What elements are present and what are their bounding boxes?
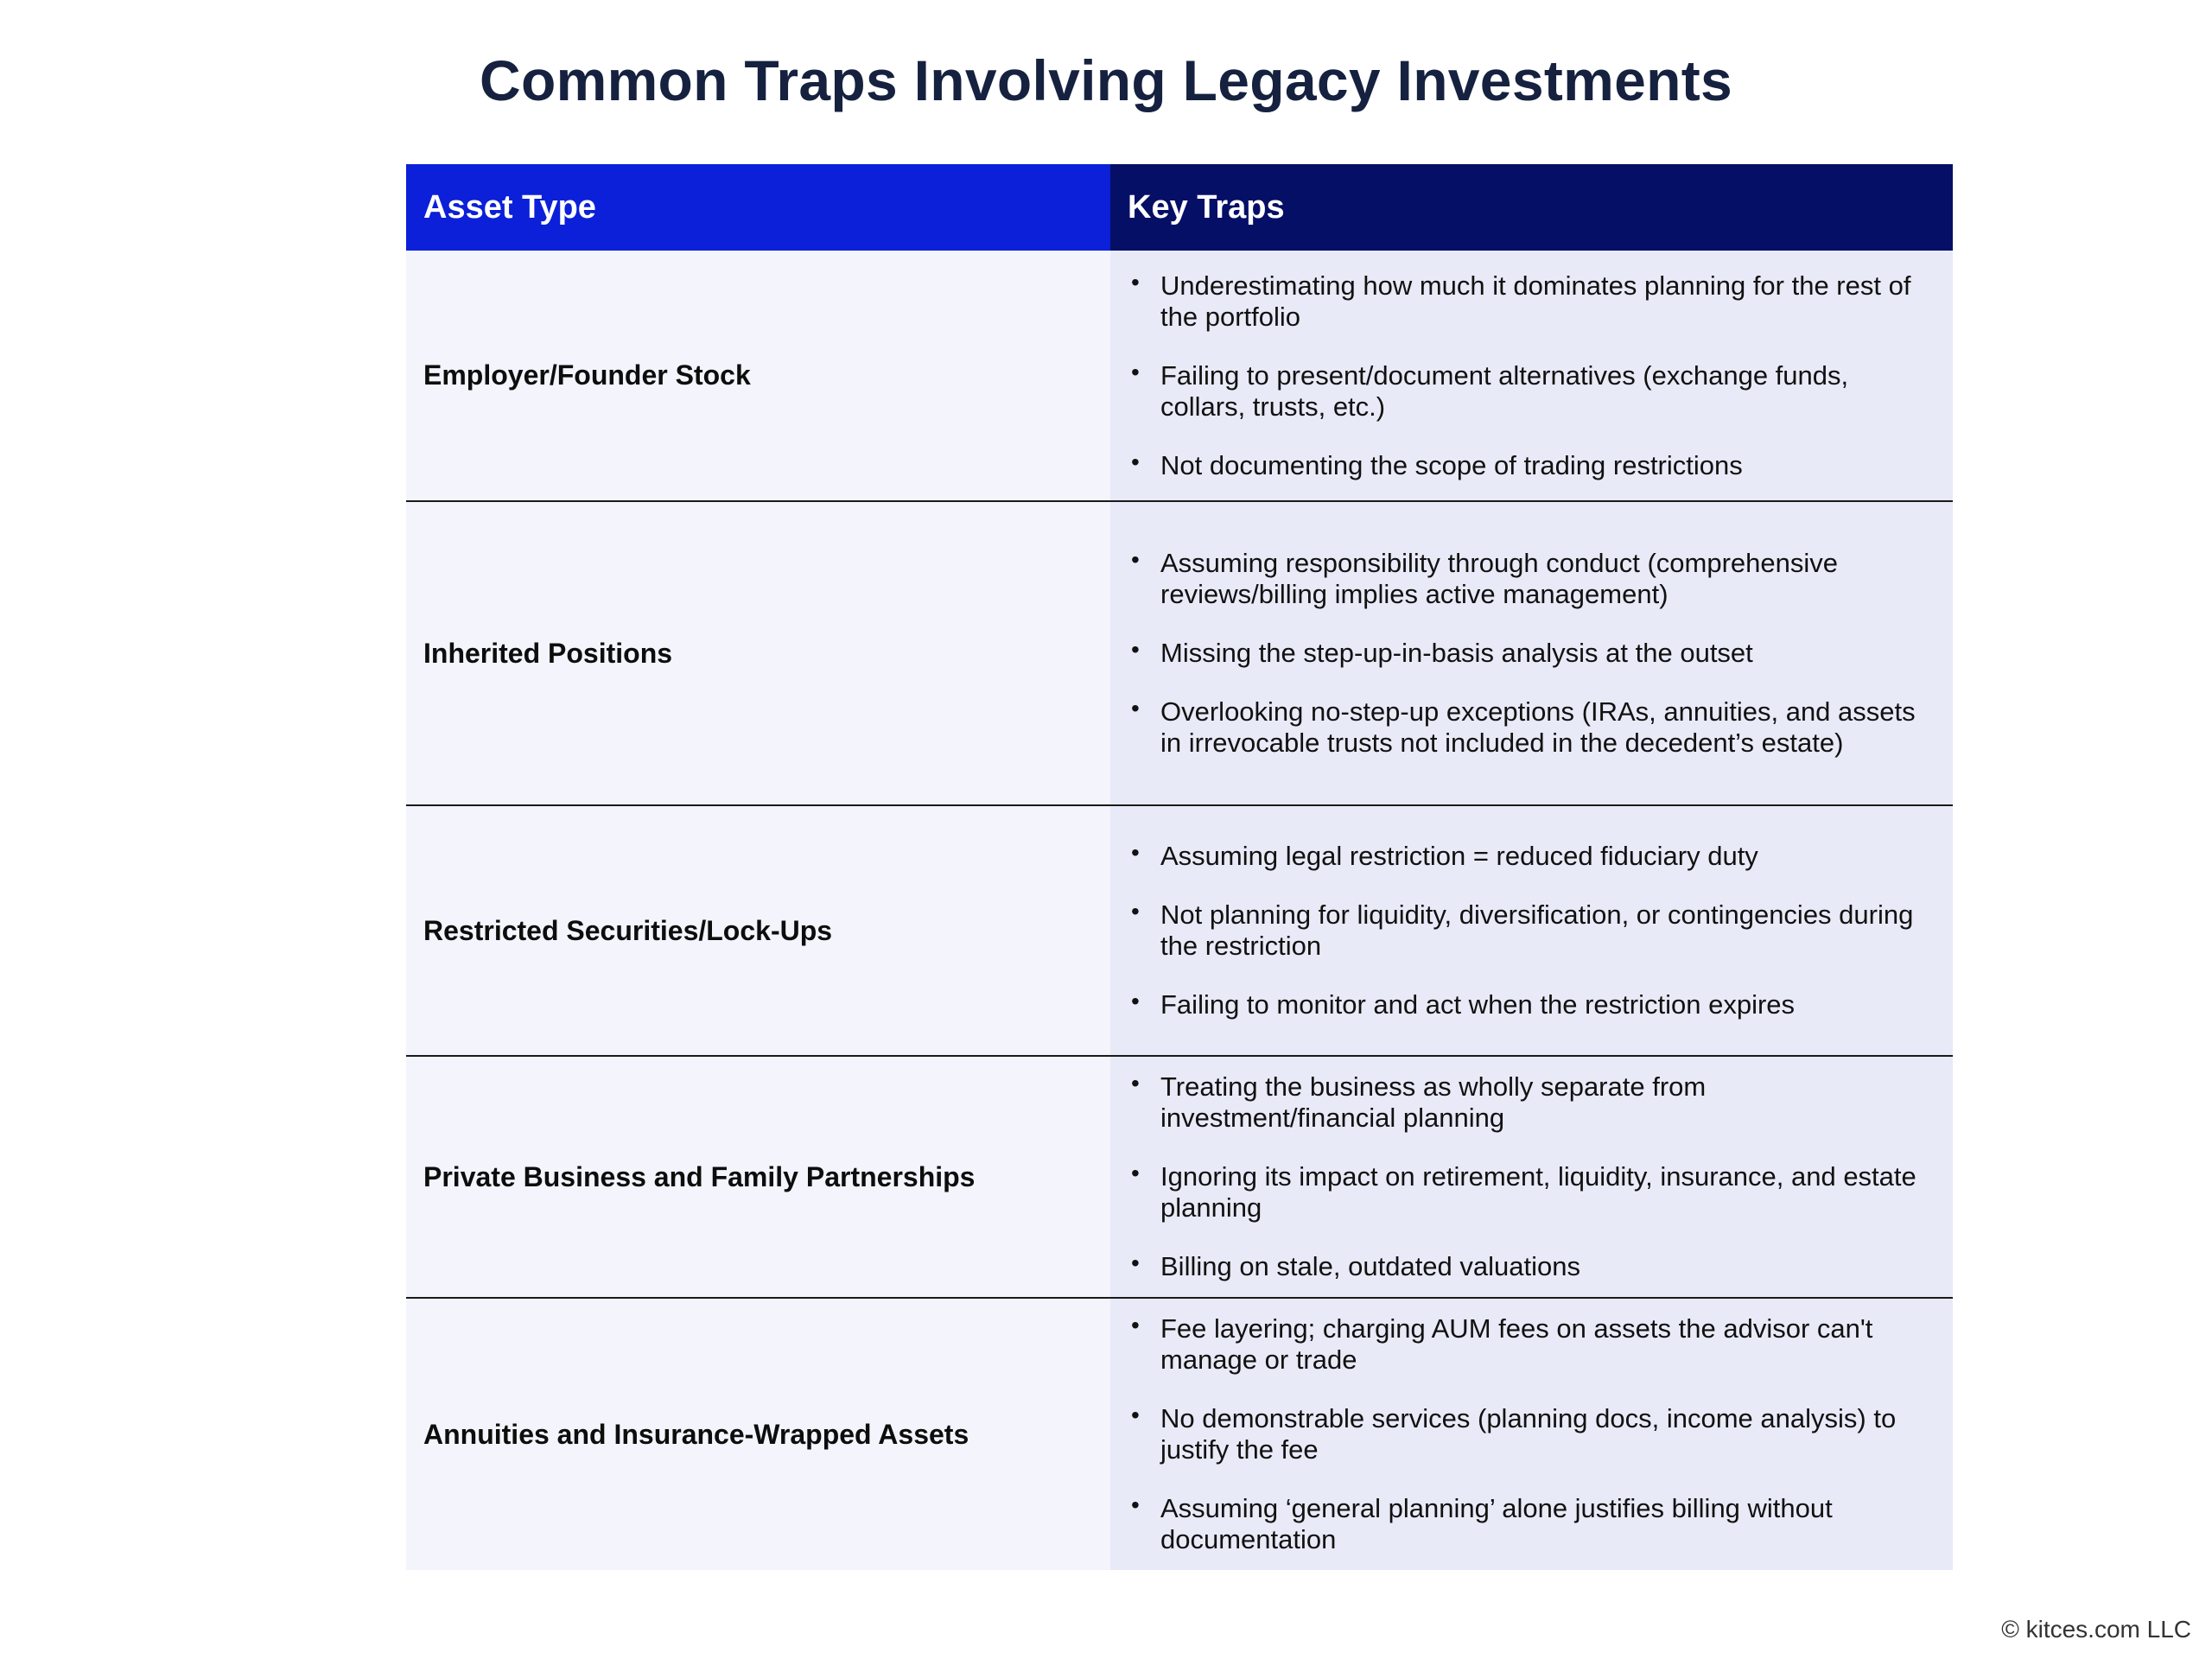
trap-item (1128, 548, 1934, 610)
bullet-icon: • (1131, 1249, 1140, 1276)
legacy-investments-table (406, 164, 1953, 1570)
trap-item (1128, 1071, 1934, 1134)
column-header-key-traps: Key Traps (1110, 164, 1953, 251)
trap-text: Failing to present/document alternatives (exchange funds, collars, trusts, etc.) (1160, 359, 1849, 422)
bullet-icon: • (1131, 1491, 1140, 1518)
trap-text: Not documenting the scope of trading restrictions (1160, 449, 1743, 480)
bullet-icon: • (1131, 636, 1140, 663)
table-row (406, 251, 1953, 501)
page-title: Common Traps Involving Legacy Investments (480, 48, 1732, 112)
trap-text: Billing on stale, outdated valuations (1160, 1251, 1580, 1281)
copyright-notice: © kitces.com LLC (2001, 1616, 2191, 1643)
bullet-icon: • (1131, 898, 1140, 925)
asset-type-cell: Restricted Securities/Lock-Ups (406, 805, 1110, 1056)
trap-item (1128, 450, 1934, 481)
trap-text: Overlooking no-step-up exceptions (IRAs, annuities, and assets in irrevocable trusts not included in the decedent’s estate) (1160, 696, 1916, 758)
key-traps-cell (1110, 501, 1953, 805)
key-traps-cell (1110, 1056, 1953, 1298)
key-traps-cell (1110, 1298, 1953, 1570)
bullet-icon: • (1131, 988, 1140, 1014)
bullet-icon: • (1131, 268, 1140, 296)
asset-type-cell: Annuities and Insurance-Wrapped Assets (406, 1298, 1110, 1570)
trap-text: Assuming legal restriction = reduced fiduciary duty (1160, 841, 1758, 871)
trap-text: Assuming ‘general planning’ alone justifies billing without documentation (1160, 1493, 1833, 1554)
trap-list (1128, 548, 1934, 759)
trap-item (1128, 1161, 1934, 1224)
trap-list (1128, 270, 1934, 481)
bullet-icon: • (1131, 1312, 1140, 1338)
trap-text: Fee layering; charging AUM fees on assets the advisor can't manage or trade (1160, 1313, 1873, 1375)
trap-item (1128, 638, 1934, 669)
trap-text: No demonstrable services (planning docs, income analysis) to justify the fee (1160, 1403, 1897, 1465)
key-traps-cell (1110, 251, 1953, 501)
trap-item (1128, 989, 1934, 1020)
trap-text: Missing the step-up-in-basis analysis at the outset (1160, 638, 1753, 668)
trap-text: Ignoring its impact on retirement, liquidity, insurance, and estate planning (1160, 1161, 1916, 1223)
trap-item (1128, 1251, 1934, 1282)
trap-text: Assuming responsibility through conduct (comprehensive reviews/billing implies active management) (1160, 548, 1839, 609)
asset-type-cell: Inherited Positions (406, 501, 1110, 805)
table-header-row (406, 164, 1953, 251)
trap-list (1128, 841, 1934, 1020)
bullet-icon: • (1131, 546, 1140, 573)
asset-type-cell: Private Business and Family Partnerships (406, 1056, 1110, 1298)
bullet-icon: • (1131, 1402, 1140, 1428)
bullet-icon: • (1131, 1160, 1140, 1186)
bullet-icon: • (1131, 358, 1140, 385)
trap-item (1128, 360, 1934, 423)
table-row (406, 805, 1953, 1056)
trap-item (1128, 1493, 1934, 1555)
table-row (406, 1298, 1953, 1570)
column-header-asset-type: Asset Type (406, 164, 1110, 251)
key-traps-cell (1110, 805, 1953, 1056)
table-row (406, 1056, 1953, 1298)
asset-type-cell: Employer/Founder Stock (406, 251, 1110, 501)
trap-text: Failing to monitor and act when the restriction expires (1160, 989, 1796, 1020)
trap-text: Not planning for liquidity, diversification, or contingencies during the restriction (1160, 899, 1914, 961)
trap-item (1128, 1313, 1934, 1376)
bullet-icon: • (1131, 1070, 1140, 1096)
bullet-icon: • (1131, 448, 1140, 475)
trap-text: Treating the business as wholly separate from investment/financial planning (1160, 1071, 1707, 1133)
table-row (406, 501, 1953, 805)
trap-list (1128, 1071, 1934, 1282)
bullet-icon: • (1131, 839, 1140, 866)
trap-item (1128, 899, 1934, 962)
trap-text: Underestimating how much it dominates planning for the rest of the portfolio (1160, 270, 1911, 332)
trap-item (1128, 841, 1934, 872)
trap-item (1128, 270, 1934, 333)
trap-list (1128, 1313, 1934, 1555)
bullet-icon: • (1131, 695, 1140, 721)
trap-item (1128, 696, 1934, 759)
trap-item (1128, 1403, 1934, 1465)
